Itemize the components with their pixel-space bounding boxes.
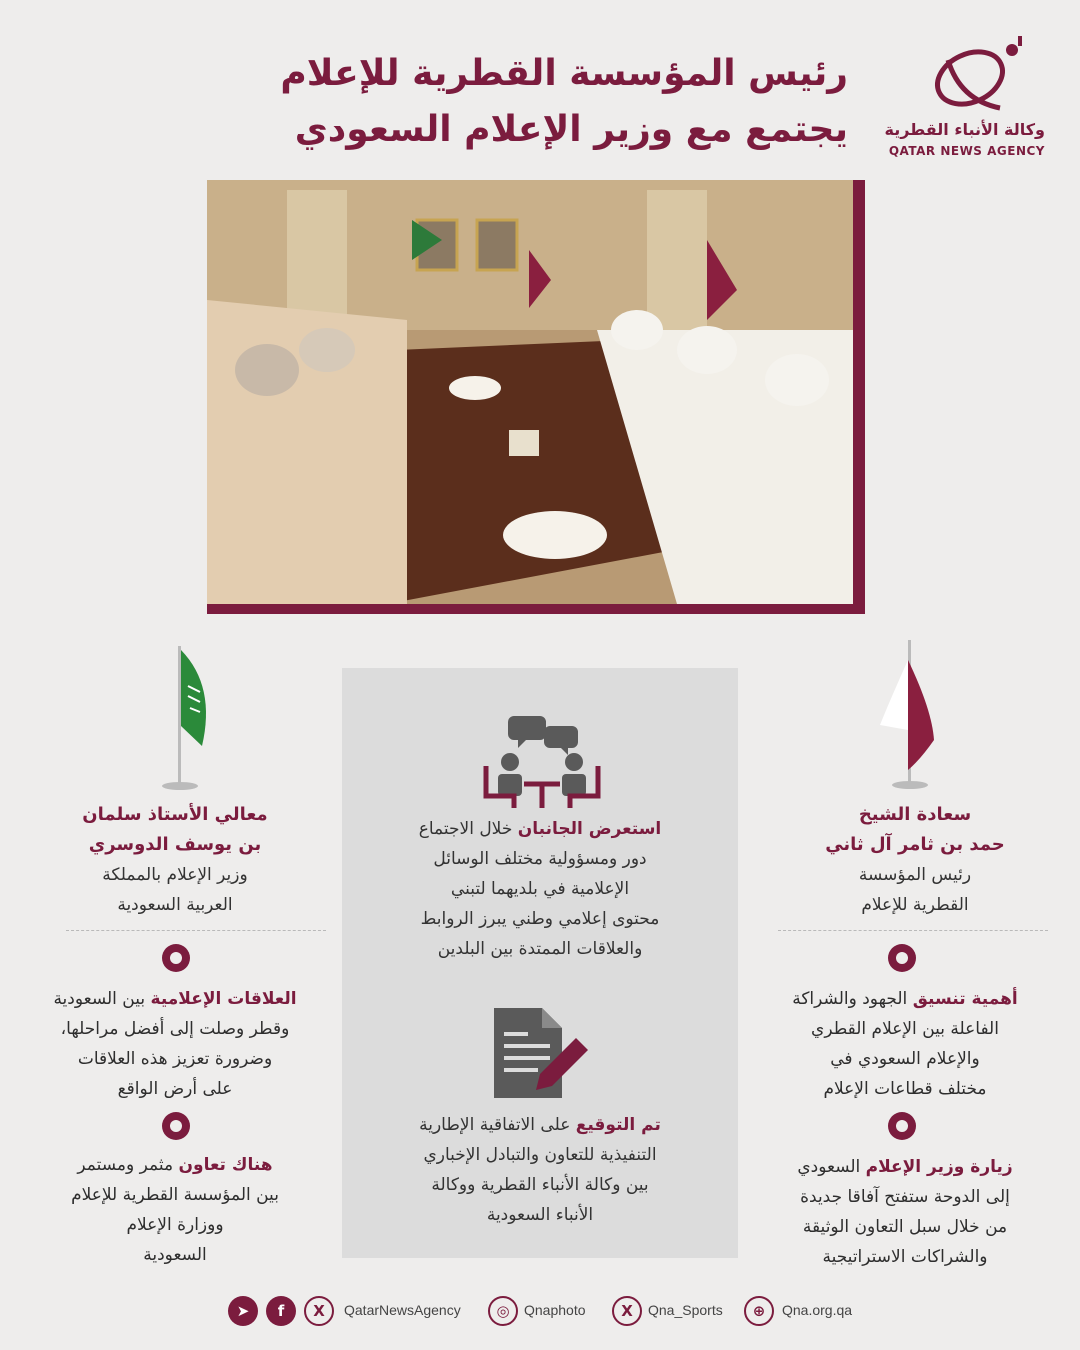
qatar-point-1-highlight: أهمية تنسيق	[912, 989, 1018, 1009]
qatar-point-1-line-3: مختلف قطاعات الإعلام	[823, 1079, 987, 1099]
social-handle-qatarnewsagency[interactable]: QatarNewsAgency	[344, 1302, 461, 1318]
center-p1-highlight: استعرض الجانبان	[517, 819, 662, 839]
qatar-official-name: حمد بن ثامر آل ثاني	[825, 834, 1005, 855]
x-icon[interactable]: X	[612, 1296, 642, 1326]
meeting-photo	[207, 180, 853, 604]
telegram-icon[interactable]: ➤	[228, 1296, 258, 1326]
qatar-flag-icon	[860, 630, 980, 810]
center-p2-line-3: الأنباء السعودية	[486, 1205, 594, 1225]
bullet-icon	[162, 1112, 190, 1140]
qatar-point-2-first: السعودي	[797, 1157, 861, 1177]
meeting-icon	[468, 710, 616, 810]
qatar-official-title: سعادة الشيخ	[858, 804, 972, 825]
center-p1-first: خلال الاجتماع	[418, 819, 513, 839]
saudi-point-1	[25, 984, 325, 1104]
saudi-flag-icon	[136, 636, 256, 816]
facebook-icon[interactable]: f	[266, 1296, 296, 1326]
document-sign-icon	[488, 1004, 592, 1102]
center-p1-line-3: محتوى إعلامي وطني يبرز الروابط	[420, 909, 660, 929]
headline	[228, 46, 848, 158]
center-p2-first: على الاتفاقية الإطارية	[419, 1115, 571, 1135]
saudi-point-2-line-1: بين المؤسسة القطرية للإعلام	[71, 1185, 279, 1205]
saudi-point-2-line-2: ووزارة الإعلام	[126, 1215, 224, 1235]
social-handle-qnaphoto[interactable]: Qnaphoto	[524, 1302, 586, 1318]
bullet-icon	[162, 944, 190, 972]
qatar-point-2-line-1: إلى الدوحة ستفتح آفاقا جديدة	[800, 1187, 1010, 1207]
qatar-official-role-line-2: القطرية للإعلام	[861, 895, 969, 915]
website-link[interactable]: Qna.org.qa	[782, 1302, 853, 1318]
saudi-point-1-highlight: العلاقات الإعلامية	[150, 989, 297, 1009]
bullet-icon	[888, 1112, 916, 1140]
center-p2-highlight: تم التوقيع	[575, 1115, 661, 1135]
right-divider	[778, 930, 1048, 931]
saudi-official-block	[30, 800, 320, 920]
saudi-point-1-line-1: وقطر وصلت إلى أفضل مراحلها،	[60, 1019, 290, 1039]
qatar-point-2-line-3: والشراكات الاستراتيجية	[822, 1247, 988, 1267]
saudi-point-2	[25, 1150, 325, 1270]
saudi-official-title: معالي الأستاذ سلمان	[82, 804, 268, 825]
saudi-official-role-line-1: وزير الإعلام بالمملكة	[102, 865, 248, 885]
qatar-point-1-first: الجهود والشراكة	[792, 989, 908, 1009]
center-p1-line-4: والعلاقات الممتدة بين البلدين	[437, 939, 643, 959]
saudi-official-role-line-2: العربية السعودية	[117, 895, 233, 915]
social-footer	[0, 1294, 1080, 1330]
headline-line-1: رئيس المؤسسة القطرية للإعلام	[280, 53, 848, 94]
social-handle-qna-sports[interactable]: Qna_Sports	[648, 1302, 723, 1318]
left-divider	[66, 930, 326, 931]
saudi-point-2-line-3: السعودية	[143, 1245, 207, 1265]
qatar-point-1-line-2: والإعلام السعودي في	[830, 1049, 980, 1069]
instagram-icon[interactable]: ◎	[488, 1296, 518, 1326]
saudi-point-1-first: بين السعودية	[53, 989, 146, 1009]
agency-name-english: QATAR NEWS AGENCY	[888, 144, 1045, 158]
saudi-point-2-first: مثمر ومستمر	[77, 1155, 174, 1175]
center-p2-line-1: التنفيذية للتعاون والتبادل الإخباري	[423, 1145, 657, 1165]
saudi-point-1-line-3: على أرض الواقع	[117, 1079, 233, 1099]
headline-line-2: يجتمع مع وزير الإعلام السعودي	[294, 109, 848, 150]
center-p2-line-2: بين وكالة الأنباء القطرية ووكالة	[431, 1175, 649, 1195]
bullet-icon	[888, 944, 916, 972]
center-summary-box	[342, 668, 738, 1258]
qatar-official-role-line-1: رئيس المؤسسة	[858, 865, 972, 885]
qatar-point-2-line-2: من خلال سبل التعاون الوثيقة	[802, 1217, 1008, 1237]
center-p1-line-1: دور ومسؤولية مختلف الوسائل	[433, 849, 647, 869]
qatar-official-block	[770, 800, 1060, 920]
saudi-point-2-highlight: هناك تعاون	[178, 1155, 273, 1175]
qatar-point-2	[760, 1152, 1050, 1272]
saudi-point-1-line-2: وضرورة تعزيز هذه العلاقات	[77, 1049, 273, 1069]
qatar-point-2-highlight: زيارة وزير الإعلام	[865, 1157, 1013, 1177]
center-p1-line-2: الإعلامية في بلديهما لتبني	[450, 879, 630, 899]
qatar-point-1	[760, 984, 1050, 1104]
saudi-official-name: بن يوسف الدوسري	[88, 834, 262, 855]
globe-icon[interactable]: ⊕	[744, 1296, 774, 1326]
x-icon[interactable]: X	[304, 1296, 334, 1326]
agency-name-arabic: وكالة الأنباء القطرية	[884, 120, 1045, 139]
qatar-point-1-line-1: الفاعلة بين الإعلام القطري	[811, 1019, 999, 1039]
